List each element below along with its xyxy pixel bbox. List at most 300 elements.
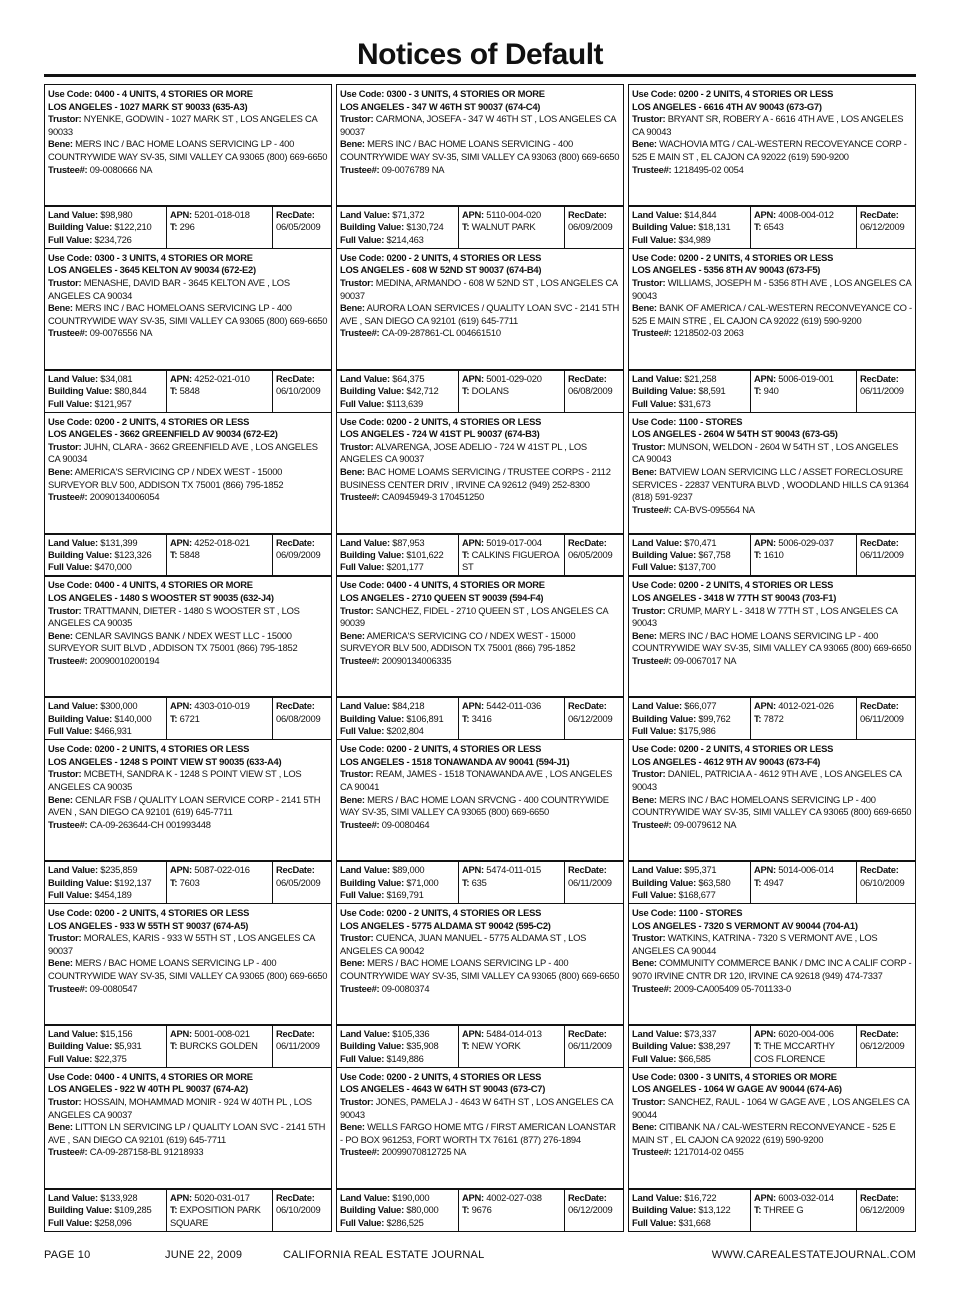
land-value-value: $64,375	[392, 372, 425, 384]
trustee-number	[340, 819, 620, 832]
tract-value: WALNUT PARK	[471, 221, 536, 233]
trustee-number-value: 1217014-02 0455	[673, 1146, 744, 1158]
values-cell	[629, 535, 750, 576]
beneficiary-value: MERS / BAC HOME LOANS SERVICING LP - 400 COUNTRYWIDE WAY SV-35, SIMI VALLEY CA 93065 (800) 669-6650	[340, 957, 620, 981]
trustor	[632, 113, 912, 138]
trustee-number	[48, 491, 328, 504]
beneficiary	[632, 466, 912, 504]
building-value-value: $35,908	[406, 1040, 439, 1052]
recdate-value: 06/05/2009	[276, 221, 321, 233]
building-value	[340, 1040, 455, 1052]
values-cell	[629, 1190, 750, 1231]
land-value-label: Land Value:	[48, 1028, 98, 1039]
land-value-label: Land Value:	[48, 864, 98, 876]
notice-box	[628, 84, 916, 206]
beneficiary-value: MERS INC / BAC HOMELOANS SERVICING LP - 400 COUNTRYWIDE WAY SV-35, SIMI VALLEY CA 93065 (800) 669-6650	[48, 302, 328, 326]
apn-value: 5020-031-017	[194, 1191, 250, 1203]
apn-cell	[458, 1026, 564, 1067]
apn-label: APN:	[462, 372, 484, 384]
notice-box	[336, 903, 624, 1025]
recdate-cell	[856, 698, 915, 739]
building-value-value: $140,000	[114, 712, 152, 724]
full-value-label: Full Value:	[632, 725, 677, 737]
trustee-number	[48, 1146, 328, 1159]
recdate-value: 06/08/2009	[276, 712, 321, 724]
trustor-value: HOSSAIN, MOHAMMAD MONIR - 924 W 40TH PL , LOS ANGELES CA 90037	[48, 1095, 312, 1120]
land-value	[48, 1192, 163, 1204]
apn-cell	[166, 371, 272, 412]
property-address: LOS ANGELES - 1027 MARK ST 90033 (635-A3)	[48, 100, 248, 112]
tract	[170, 221, 269, 233]
beneficiary	[340, 302, 620, 327]
trustee-number-value: 09-0067017 NA	[673, 654, 737, 666]
trustee-number-value: 09-0080547	[89, 982, 138, 994]
recdate-value: 06/11/2009	[568, 876, 612, 888]
full-value-value: $121,957	[94, 397, 132, 409]
notice-listing	[44, 412, 332, 575]
beneficiary-label: Bene:	[340, 302, 365, 314]
recdate-value: 06/11/2009	[568, 1040, 612, 1052]
tract-value: 1610	[763, 549, 784, 560]
trustor-label: Trustor:	[48, 768, 82, 780]
full-value	[632, 725, 747, 737]
apn-cell	[458, 535, 564, 576]
building-value-value: $101,622	[406, 549, 444, 560]
trustor-value: WILLIAMS, JOSEPH M - 5356 8TH AVE , LOS ANGELES CA 90043	[632, 276, 911, 301]
tract	[462, 877, 561, 889]
recdate-value: 06/12/2009	[568, 712, 613, 724]
building-value-value: $192,137	[114, 876, 152, 888]
apn	[462, 209, 561, 221]
notice-listing	[336, 575, 624, 738]
trustor	[340, 113, 620, 138]
building-value	[48, 221, 163, 233]
tract-value: 5848	[179, 385, 200, 397]
beneficiary	[48, 794, 328, 819]
tract-label: T:	[462, 549, 470, 560]
trustor-label: Trustor:	[632, 113, 666, 125]
trustee-number	[48, 327, 328, 340]
full-value-label: Full Value:	[340, 1052, 385, 1064]
land-value	[340, 1028, 455, 1040]
recdate-label: RecDate:	[860, 864, 899, 876]
notice-box	[44, 248, 332, 370]
apn-value: 6020-004-006	[778, 1028, 834, 1039]
recdate-value: 06/09/2009	[276, 549, 321, 560]
building-value	[340, 877, 455, 889]
beneficiary-label: Bene:	[340, 629, 365, 641]
beneficiary	[632, 794, 912, 819]
values-cell	[45, 862, 166, 903]
notice-box	[44, 575, 332, 697]
building-value-label: Building Value:	[340, 712, 404, 724]
building-value-value: $106,891	[406, 712, 444, 724]
tract-value: DOLANS	[471, 385, 509, 397]
apn	[754, 700, 853, 712]
recdate-value: 06/11/2009	[860, 549, 904, 560]
trustor-value: REAM, JAMES - 1518 TONAWANDA AVE , LOS ANGELES CA 90041	[340, 768, 613, 792]
value-box	[628, 860, 916, 904]
trustor-value: NYENKE, GODWIN - 1027 MARK ST , LOS ANGELES CA 90033	[48, 113, 317, 137]
tract-label: T:	[754, 549, 762, 560]
tract-label: T:	[170, 221, 178, 233]
notice-box	[44, 1067, 332, 1189]
notice-text	[337, 85, 623, 176]
apn-label: APN:	[462, 209, 484, 220]
notice-text	[337, 413, 623, 504]
apn-label: APN:	[170, 700, 192, 712]
apn-cell	[166, 207, 272, 248]
notice-box	[628, 248, 916, 370]
land-value	[340, 700, 455, 712]
value-box	[336, 1024, 624, 1068]
notice-text	[337, 740, 623, 831]
trustor-value: WATKINS, KATRINA - 7320 S VERMONT AVE , LOS ANGELES CA 90044	[632, 932, 878, 956]
apn-cell	[750, 862, 856, 903]
tract-label: T:	[754, 221, 762, 233]
tract-label: T:	[462, 1040, 470, 1052]
apn-cell	[458, 371, 564, 412]
beneficiary	[632, 957, 912, 982]
beneficiary-label: Bene:	[632, 1121, 657, 1133]
land-value-label: Land Value:	[48, 536, 98, 548]
apn	[462, 373, 561, 385]
apn-value: 5110-004-020	[486, 209, 541, 220]
notice-listing	[628, 739, 916, 902]
apn-value: 5001-029-020	[486, 372, 542, 384]
values-cell	[45, 1190, 166, 1231]
trustor-value: SANCHEZ, FIDEL - 2710 QUEEN ST , LOS ANGELES CA 90039	[340, 604, 608, 629]
tract-value: 6721	[179, 712, 200, 724]
land-value	[340, 537, 455, 549]
full-value-value: $234,726	[94, 233, 132, 245]
property-address: LOS ANGELES - 922 W 40TH PL 90037 (674-A2)	[48, 1083, 248, 1095]
trustor-label: Trustor:	[632, 1095, 666, 1107]
beneficiary	[48, 1121, 328, 1146]
notice-text	[337, 1068, 623, 1159]
land-value	[48, 537, 163, 549]
apn	[754, 1192, 853, 1204]
recdate-cell	[856, 1190, 915, 1231]
beneficiary	[632, 1121, 912, 1146]
tract	[462, 713, 561, 725]
full-value	[632, 889, 747, 901]
notice-box	[44, 739, 332, 861]
notice-text	[337, 576, 623, 667]
apn-label: APN:	[170, 209, 192, 220]
tract-value: 940	[763, 385, 779, 397]
apn-value: 4303-010-019	[194, 700, 250, 712]
trustor-label: Trustor:	[632, 604, 666, 616]
use-code: Use Code: 0300 - 3 UNITS, 4 STORIES OR MORE	[48, 251, 253, 263]
property-address: LOS ANGELES - 2604 W 54TH ST 90043 (673-G5)	[632, 428, 838, 440]
land-value-value: $66,077	[684, 700, 717, 712]
full-value-value: $31,673	[678, 397, 711, 409]
trustee-number-label: Trustee#:	[340, 982, 380, 994]
apn	[754, 373, 853, 385]
apn-value: 4252-021-010	[194, 372, 250, 384]
tract	[170, 385, 269, 397]
apn-label: APN:	[462, 1028, 484, 1039]
trustor-value: JONES, PAMELA J - 4643 W 64TH ST , LOS ANGELES CA 90043	[340, 1095, 613, 1120]
recdate-cell	[272, 371, 331, 412]
building-value-value: $80,000	[406, 1204, 439, 1216]
notice-text	[337, 904, 623, 995]
land-value-label: Land Value:	[48, 700, 98, 712]
full-value-value: $31,668	[678, 1216, 711, 1228]
use-code: Use Code: 0300 - 3 UNITS, 4 STORIES OR MORE	[632, 1070, 837, 1082]
apn	[170, 1192, 269, 1204]
values-cell	[337, 1190, 458, 1231]
property-address: LOS ANGELES - 3418 W 77TH ST 90043 (703-F1)	[632, 591, 837, 603]
notice-box	[628, 903, 916, 1025]
land-value-value: $300,000	[100, 700, 138, 712]
beneficiary-label: Bene:	[340, 1121, 365, 1133]
values-cell	[45, 698, 166, 739]
trustor-value: MENASHE, DAVID BAR - 3645 KELTON AVE , LOS ANGELES CA 90034	[48, 276, 290, 301]
trustee-number-label: Trustee#:	[632, 163, 672, 175]
land-value-value: $71,372	[392, 209, 425, 220]
values-cell	[337, 698, 458, 739]
trustee-number-label: Trustee#:	[340, 163, 380, 175]
land-value-value: $73,337	[684, 1028, 717, 1039]
property-address: LOS ANGELES - 4643 W 64TH ST 90043 (673-C7)	[340, 1083, 546, 1095]
full-value	[632, 1053, 747, 1065]
land-value-value: $15,156	[100, 1028, 133, 1039]
trustor-value: SANCHEZ, RAUL - 1064 W GAGE AVE , LOS ANGELES CA 90044	[632, 1095, 909, 1120]
beneficiary-label: Bene:	[632, 302, 657, 314]
building-value-label: Building Value:	[48, 1204, 112, 1216]
apn-value: 5484-014-013	[486, 1028, 542, 1039]
notice-text	[629, 85, 915, 176]
land-value-value: $16,722	[684, 1191, 717, 1203]
notice-box	[628, 1067, 916, 1189]
land-value	[632, 373, 747, 385]
apn-label: APN:	[754, 864, 776, 876]
property-address: LOS ANGELES - 4612 9TH AV 90043 (673-F4)	[632, 755, 821, 767]
full-value	[632, 561, 747, 573]
trustor-label: Trustor:	[340, 604, 374, 616]
full-value-label: Full Value:	[632, 889, 677, 900]
tract	[462, 549, 561, 574]
building-value-value: $71,000	[406, 876, 439, 888]
beneficiary-label: Bene:	[632, 138, 657, 150]
land-value	[48, 209, 163, 221]
building-value	[48, 877, 163, 889]
notice-listing	[336, 903, 624, 1066]
notice-listing	[336, 412, 624, 575]
recdate-cell	[272, 207, 331, 248]
building-value-value: $63,580	[698, 876, 731, 888]
notice-box	[44, 412, 332, 534]
trustor	[632, 768, 912, 793]
recdate-label: RecDate:	[276, 372, 315, 384]
land-value-label: Land Value:	[340, 209, 390, 220]
recdate-label: RecDate:	[276, 209, 315, 220]
trustor-label: Trustor:	[340, 932, 374, 944]
notice-listing	[336, 1067, 624, 1230]
full-value-value: $470,000	[94, 561, 132, 573]
beneficiary-label: Bene:	[632, 957, 657, 969]
land-value	[48, 1028, 163, 1040]
use-code: Use Code: 0200 - 2 UNITS, 4 STORIES OR LESS	[632, 579, 834, 591]
trustor-value: MORALES, KARIS - 933 W 55TH ST , LOS ANGELES CA 90037	[48, 932, 315, 956]
property-address: LOS ANGELES - 724 W 41ST PL 90037 (674-B3)	[340, 428, 540, 440]
trustor-value: MUNSON, WELDON - 2604 W 54TH ST , LOS ANGELES CA 90043	[632, 440, 899, 465]
recdate-label: RecDate:	[568, 1028, 607, 1039]
tract	[754, 385, 853, 397]
tract-label: T:	[754, 712, 762, 724]
building-value	[48, 1204, 163, 1216]
beneficiary-value: CITIBANK NA / CAL-WESTERN RECONVEYANCE - 525 E MAIN ST , EL CAJON CA 92022 (619) 590-9200	[632, 1121, 896, 1145]
building-value-value: $109,285	[114, 1204, 152, 1216]
building-value-label: Building Value:	[632, 1204, 696, 1216]
apn	[170, 1028, 269, 1040]
full-value-label: Full Value:	[48, 233, 93, 245]
recdate-value: 06/09/2009	[568, 221, 613, 233]
apn	[754, 1028, 853, 1040]
notice-listing	[628, 84, 916, 247]
tract-value: 296	[179, 221, 195, 233]
building-value-label: Building Value:	[48, 712, 112, 724]
full-value	[340, 561, 455, 573]
notice-box	[628, 739, 916, 861]
trustor	[340, 1096, 620, 1121]
apn-label: APN:	[462, 700, 484, 712]
tract	[170, 877, 269, 889]
value-box	[44, 205, 332, 249]
trustor-label: Trustor:	[632, 768, 666, 780]
values-cell	[45, 535, 166, 576]
beneficiary-value: COMMUNITY COMMERCE BANK / DMC INC A CALIF CORP - 9070 IRVINE CNTR DR 120, IRVINE CA 92618 (949) 474-7337	[632, 957, 912, 981]
beneficiary-label: Bene:	[48, 302, 73, 314]
values-cell	[337, 535, 458, 576]
recdate-label: RecDate:	[860, 1191, 899, 1203]
trustee-number-value: CA-09-263644-CH 001993448	[89, 818, 211, 830]
notice-box	[44, 903, 332, 1025]
land-value-label: Land Value:	[340, 536, 390, 548]
beneficiary	[48, 138, 328, 163]
building-value	[340, 385, 455, 397]
apn	[170, 537, 269, 549]
use-code: Use Code: 0300 - 3 UNITS, 4 STORIES OR MORE	[340, 88, 545, 99]
building-value	[340, 713, 455, 725]
notice-listing	[628, 412, 916, 575]
trustor	[632, 277, 912, 302]
trustee-number-label: Trustee#:	[632, 327, 672, 339]
land-value-value: $133,928	[100, 1191, 138, 1203]
trustee-number	[340, 164, 620, 177]
value-box	[336, 1188, 624, 1232]
recdate-label: RecDate:	[860, 372, 899, 384]
building-value-value: $80,844	[114, 385, 147, 397]
beneficiary-label: Bene:	[340, 138, 365, 150]
apn	[462, 537, 561, 549]
page-title: Notices of Default	[356, 38, 604, 71]
tract-value: CALKINS FIGUEROA ST	[462, 549, 559, 573]
trustor-label: Trustor:	[340, 113, 374, 125]
beneficiary	[48, 630, 328, 655]
building-value	[632, 549, 747, 561]
property-address: LOS ANGELES - 347 W 46TH ST 90037 (674-C4)	[340, 100, 541, 112]
tract-label: T:	[462, 1204, 470, 1216]
trustor-label: Trustor:	[340, 1095, 374, 1107]
use-code: Use Code: 0200 - 2 UNITS, 4 STORIES OR LESS	[340, 415, 542, 427]
recdate-label: RecDate:	[276, 1028, 315, 1039]
beneficiary-value: LITTON LN SERVICING LP / QUALITY LOAN SVC - 2141 5TH AVE , SAN DIEGO CA 92101 (619) 645-7711	[48, 1121, 326, 1145]
building-value-label: Building Value:	[340, 1204, 404, 1216]
beneficiary-value: AURORA LOAN SERVICES / QUALITY LOAN SVC - 2141 5TH AVE , SAN DIEGO CA 92101 (619) 645-7711	[340, 302, 619, 326]
recdate-cell	[272, 535, 331, 576]
land-value-value: $105,336	[392, 1028, 430, 1039]
trustee-number	[48, 164, 328, 177]
value-box	[44, 1188, 332, 1232]
tract	[462, 385, 561, 397]
full-value-label: Full Value:	[632, 397, 677, 409]
recdate-label: RecDate:	[568, 864, 607, 876]
trustor	[632, 605, 912, 630]
trustee-number-label: Trustee#:	[340, 327, 380, 339]
notice-listing	[44, 575, 332, 738]
recdate-cell	[564, 535, 623, 576]
land-value	[48, 864, 163, 876]
notice-box	[44, 84, 332, 206]
full-value-value: $286,525	[386, 1216, 424, 1228]
value-box	[44, 369, 332, 413]
building-value-label: Building Value:	[48, 385, 112, 397]
building-value-label: Building Value:	[48, 221, 112, 233]
land-value	[632, 537, 747, 549]
trustee-number-value: 20090134006054	[89, 491, 160, 503]
full-value	[340, 889, 455, 901]
apn-label: APN:	[170, 536, 192, 548]
value-box	[336, 696, 624, 740]
values-cell	[337, 862, 458, 903]
building-value-label: Building Value:	[340, 876, 404, 888]
beneficiary-value: WACHOVIA MTG / CAL-WESTERN RECOVEYANCE CORP - 525 E MAIN ST , EL CAJON CA 92022 (619) 590-9200	[632, 138, 907, 162]
apn-label: APN:	[462, 1191, 484, 1203]
trustee-number	[48, 655, 328, 668]
apn-value: 5001-008-021	[194, 1028, 250, 1039]
beneficiary	[340, 138, 620, 163]
tract-label: T:	[462, 385, 470, 397]
recdate-value: 06/10/2009	[276, 385, 321, 397]
trustee-number-label: Trustee#:	[340, 1146, 380, 1158]
recdate-label: RecDate:	[860, 536, 899, 548]
building-value-label: Building Value:	[48, 1040, 112, 1052]
trustee-number-value: 20099070812725 NA	[381, 1146, 467, 1158]
trustee-number-value: 09-0080464	[381, 818, 430, 830]
apn-cell	[750, 1026, 856, 1067]
value-box	[336, 205, 624, 249]
trustee-number-label: Trustee#:	[632, 503, 672, 515]
land-value-value: $87,953	[392, 536, 425, 548]
trustee-number	[340, 655, 620, 668]
full-value-value: $258,096	[94, 1216, 132, 1228]
full-value	[340, 398, 455, 410]
full-value-label: Full Value:	[48, 561, 93, 573]
land-value	[48, 700, 163, 712]
trustor-value: DANIEL, PATRICIA A - 4612 9TH AVE , LOS ANGELES CA 90043	[632, 768, 902, 792]
notice-text	[629, 576, 915, 667]
building-value-label: Building Value:	[632, 221, 696, 233]
apn	[462, 1192, 561, 1204]
notice-text	[629, 1068, 915, 1159]
land-value	[48, 373, 163, 385]
tract	[462, 221, 561, 233]
values-cell	[337, 1026, 458, 1067]
building-value	[48, 713, 163, 725]
